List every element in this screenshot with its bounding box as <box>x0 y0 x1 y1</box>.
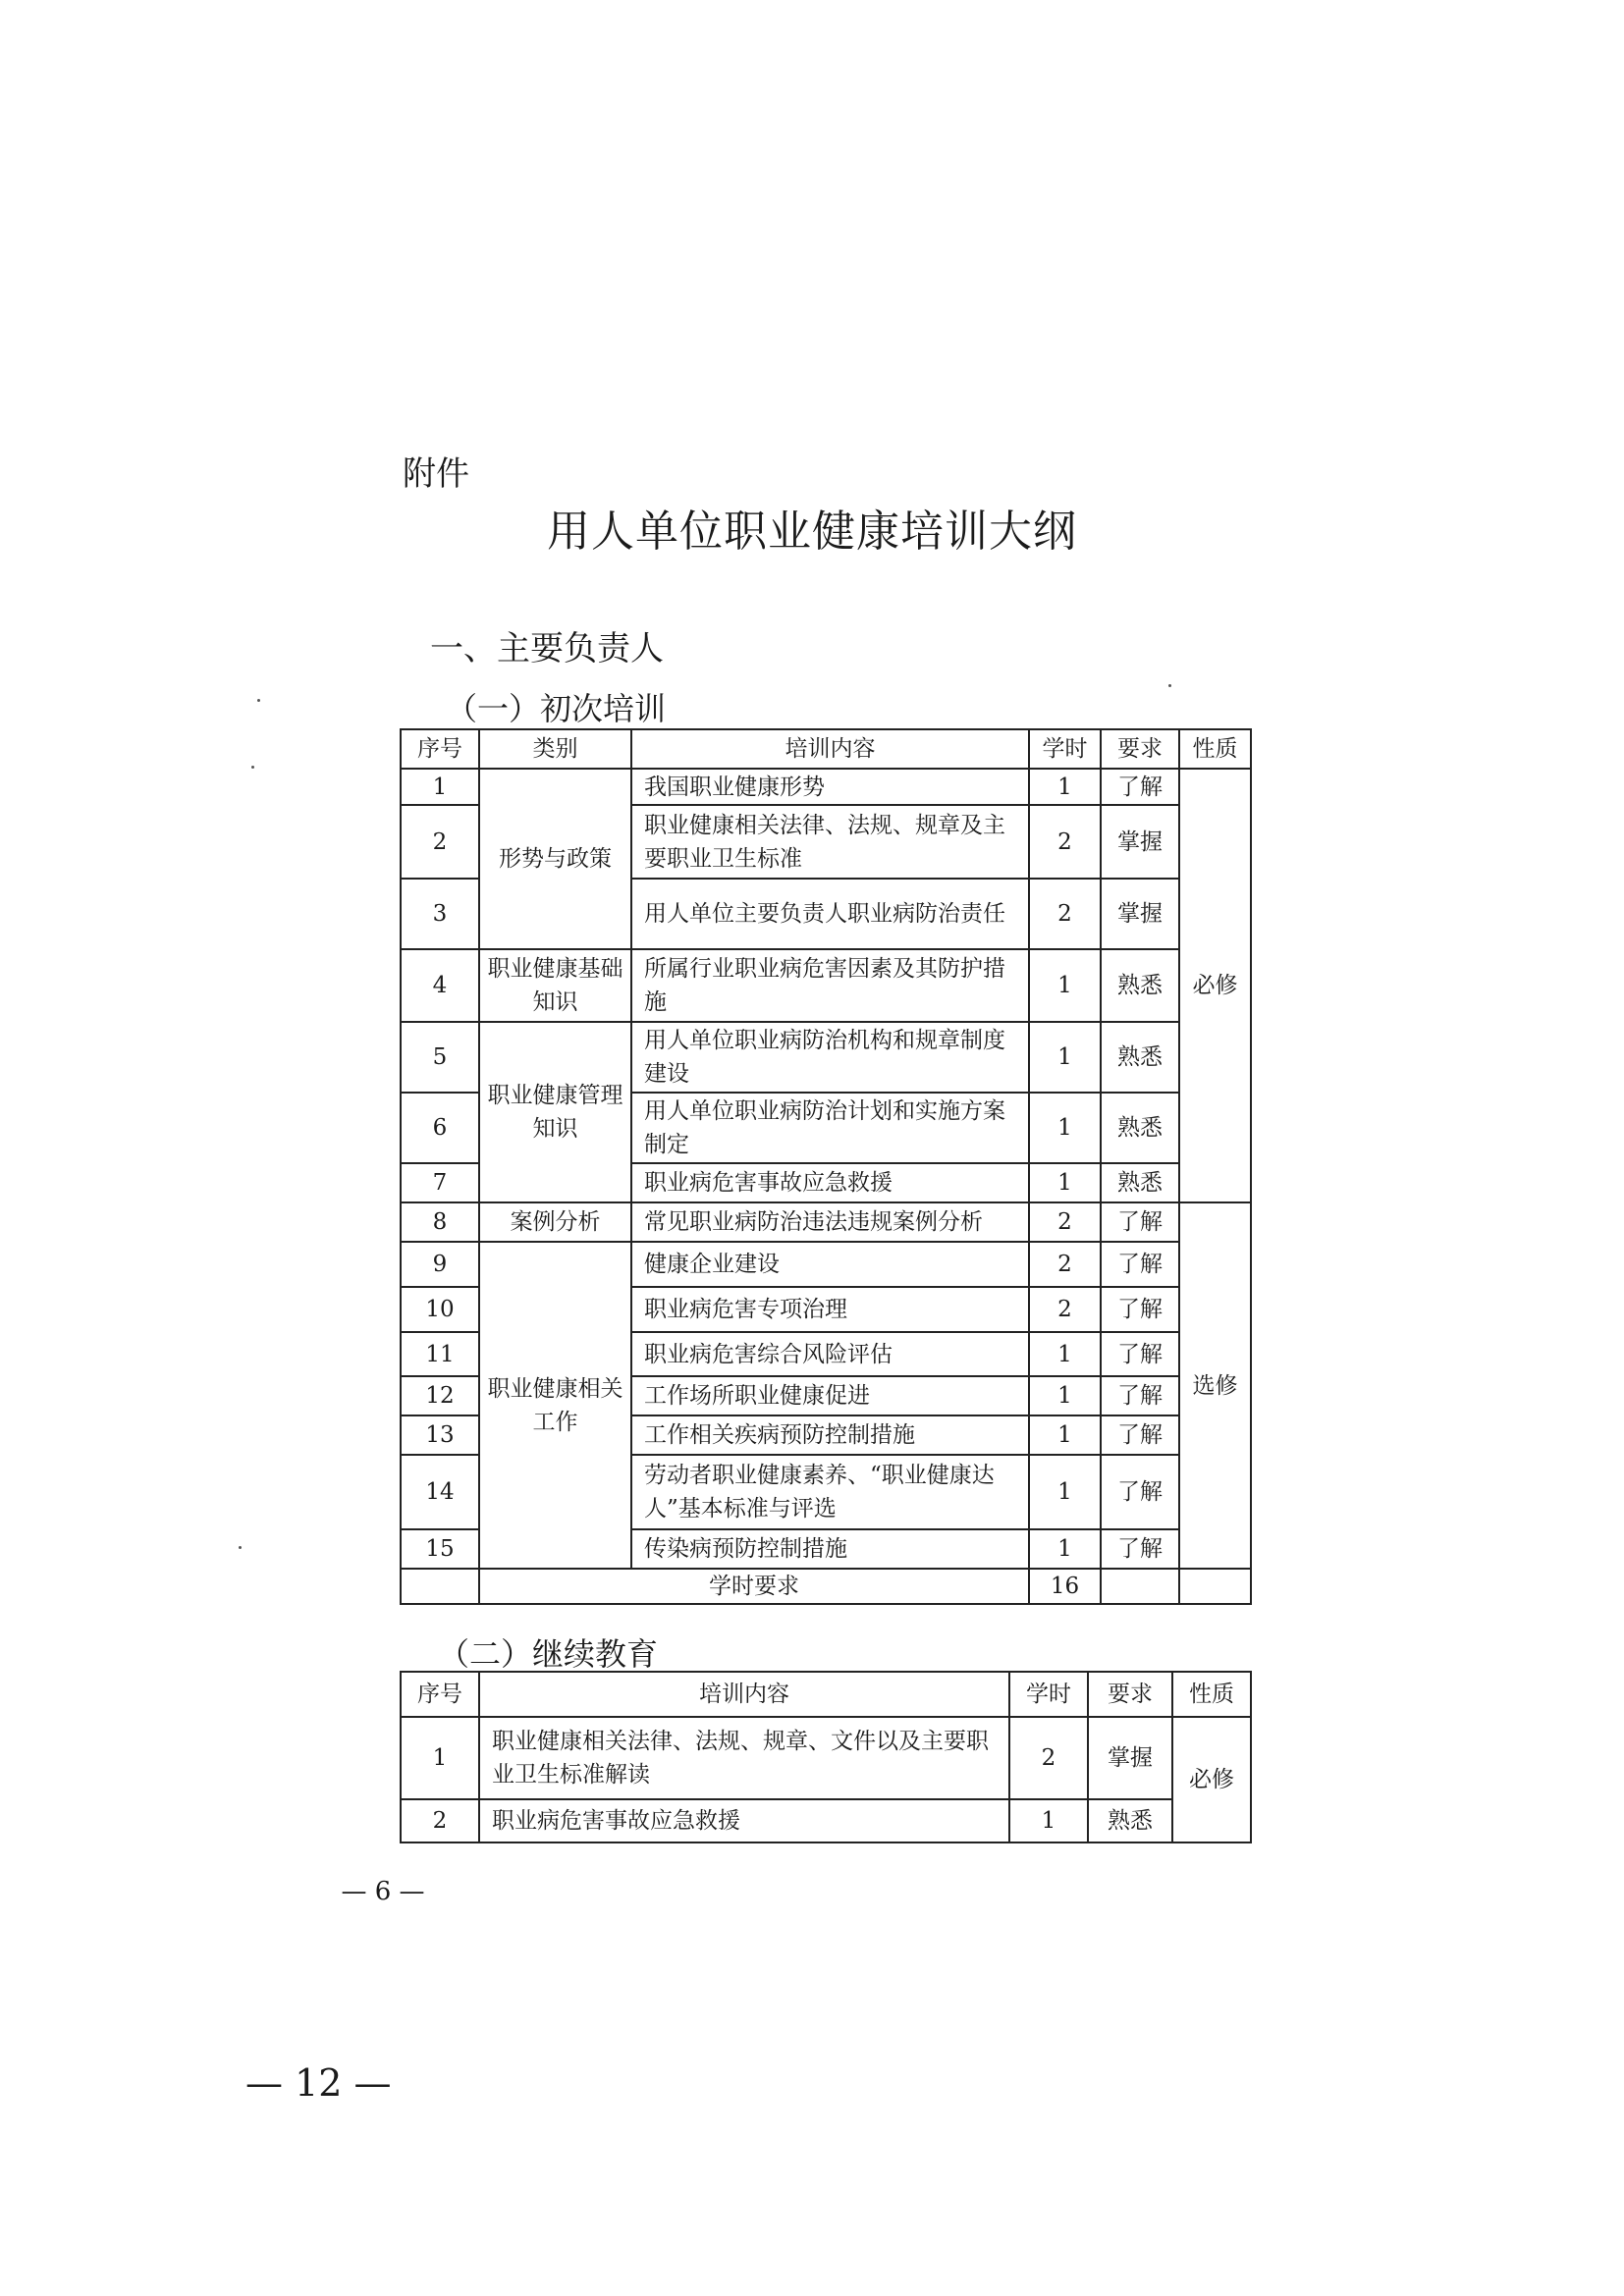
row-requirement: 了解 <box>1101 1332 1179 1376</box>
row-no: 2 <box>401 805 479 879</box>
row-no: 8 <box>401 1202 479 1242</box>
row-requirement: 了解 <box>1101 1529 1179 1569</box>
row-no: 14 <box>401 1455 479 1529</box>
row-content: 职业健康相关法律、法规、规章、文件以及主要职业卫生标准解读 <box>479 1717 1009 1799</box>
header-nature: 性质 <box>1172 1672 1251 1717</box>
row-content: 传染病预防控制措施 <box>631 1529 1029 1569</box>
row-hours: 1 <box>1029 1376 1101 1415</box>
table-row <box>401 1202 1251 1242</box>
row-requirement: 熟悉 <box>1088 1799 1172 1842</box>
row-content: 常见职业病防治违法违规案例分析 <box>631 1202 1029 1242</box>
row-hours: 1 <box>1029 1332 1101 1376</box>
row-hours: 1 <box>1029 1455 1101 1529</box>
total-empty-cell <box>401 1569 479 1604</box>
row-no: 6 <box>401 1093 479 1163</box>
row-no: 1 <box>401 769 479 805</box>
row-content: 职业病危害专项治理 <box>631 1287 1029 1332</box>
row-no: 13 <box>401 1415 479 1455</box>
row-content: 用人单位主要负责人职业病防治责任 <box>631 879 1029 949</box>
row-no: 7 <box>401 1163 479 1202</box>
row-content: 健康企业建设 <box>631 1242 1029 1287</box>
row-content: 职业病危害事故应急救援 <box>479 1799 1009 1842</box>
total-hours: 16 <box>1029 1569 1101 1604</box>
scan-speck <box>251 766 254 769</box>
row-requirement: 掌握 <box>1088 1717 1172 1799</box>
row-requirement: 了解 <box>1101 1242 1179 1287</box>
header-requirement: 要求 <box>1101 729 1179 769</box>
header-content: 培训内容 <box>631 729 1029 769</box>
row-requirement: 熟悉 <box>1101 1163 1179 1202</box>
subsection-continuing-education: （二）继续教育 <box>438 1635 659 1673</box>
table-row <box>401 1242 1251 1287</box>
document-title: 用人单位职业健康培训大纲 <box>547 507 1077 557</box>
total-row <box>401 1569 1251 1604</box>
row-hours: 2 <box>1029 1202 1101 1242</box>
row-hours: 1 <box>1029 1415 1101 1455</box>
table-row <box>401 949 1251 1022</box>
category-cell: 形势与政策 <box>479 769 631 949</box>
row-no: 12 <box>401 1376 479 1415</box>
row-no: 2 <box>401 1799 479 1842</box>
category-cell: 职业健康基础知识 <box>479 949 631 1022</box>
nature-cell: 选修 <box>1179 1202 1251 1569</box>
nature-cell: 必修 <box>1172 1717 1251 1842</box>
row-hours: 1 <box>1009 1799 1088 1842</box>
row-hours: 2 <box>1029 805 1101 879</box>
row-content: 用人单位职业病防治计划和实施方案制定 <box>631 1093 1029 1163</box>
category-cell: 案例分析 <box>479 1202 631 1242</box>
row-hours: 2 <box>1029 879 1101 949</box>
row-hours: 2 <box>1029 1242 1101 1287</box>
row-content: 职业健康相关法律、法规、规章及主要职业卫生标准 <box>631 805 1029 879</box>
row-hours: 2 <box>1029 1287 1101 1332</box>
scan-speck <box>239 1546 242 1549</box>
row-hours: 1 <box>1029 1093 1101 1163</box>
table-row <box>401 1799 1251 1842</box>
scan-speck <box>257 699 260 702</box>
row-requirement: 了解 <box>1101 1376 1179 1415</box>
header-no: 序号 <box>401 729 479 769</box>
attachment-label: 附件 <box>403 454 469 494</box>
row-no: 10 <box>401 1287 479 1332</box>
header-category: 类别 <box>479 729 631 769</box>
row-content: 用人单位职业病防治机构和规章制度建设 <box>631 1022 1029 1093</box>
row-requirement: 了解 <box>1101 1415 1179 1455</box>
row-hours: 1 <box>1029 1022 1101 1093</box>
total-empty-cell <box>1179 1569 1251 1604</box>
row-hours: 1 <box>1029 949 1101 1022</box>
table-header-row <box>401 729 1251 769</box>
row-hours: 1 <box>1029 1163 1101 1202</box>
header-content: 培训内容 <box>479 1672 1009 1717</box>
table-row <box>401 1022 1251 1093</box>
row-no: 11 <box>401 1332 479 1376</box>
header-no: 序号 <box>401 1672 479 1717</box>
row-hours: 2 <box>1009 1717 1088 1799</box>
page-number: — 6 — <box>341 1877 425 1906</box>
continuing-education-table <box>400 1671 1252 1843</box>
row-no: 3 <box>401 879 479 949</box>
row-content: 劳动者职业健康素养、“职业健康达人”基本标准与评选 <box>631 1455 1029 1529</box>
row-hours: 1 <box>1029 769 1101 805</box>
row-no: 5 <box>401 1022 479 1093</box>
total-empty-cell <box>1101 1569 1179 1604</box>
header-hours: 学时 <box>1029 729 1101 769</box>
row-requirement: 熟悉 <box>1101 1093 1179 1163</box>
row-no: 1 <box>401 1717 479 1799</box>
table-row <box>401 1717 1251 1799</box>
category-cell: 职业健康管理知识 <box>479 1022 631 1202</box>
scan-speck <box>1168 684 1171 687</box>
row-no: 9 <box>401 1242 479 1287</box>
section-heading-principal: 一、主要负责人 <box>430 629 664 668</box>
row-no: 4 <box>401 949 479 1022</box>
total-label: 学时要求 <box>479 1569 1029 1604</box>
row-content: 工作场所职业健康促进 <box>631 1376 1029 1415</box>
initial-training-table <box>400 728 1252 1605</box>
row-content: 工作相关疾病预防控制措施 <box>631 1415 1029 1455</box>
row-requirement: 了解 <box>1101 1202 1179 1242</box>
row-content: 职业病危害综合风险评估 <box>631 1332 1029 1376</box>
table-row <box>401 769 1251 805</box>
subsection-initial-training: （一）初次培训 <box>446 690 667 727</box>
table-header-row <box>401 1672 1251 1717</box>
row-requirement: 熟悉 <box>1101 949 1179 1022</box>
row-requirement: 了解 <box>1101 769 1179 805</box>
row-content: 职业病危害事故应急救援 <box>631 1163 1029 1202</box>
header-nature: 性质 <box>1179 729 1251 769</box>
row-requirement: 掌握 <box>1101 805 1179 879</box>
row-requirement: 了解 <box>1101 1287 1179 1332</box>
header-requirement: 要求 <box>1088 1672 1172 1717</box>
row-requirement: 掌握 <box>1101 879 1179 949</box>
row-hours: 1 <box>1029 1529 1101 1569</box>
row-requirement: 了解 <box>1101 1455 1179 1529</box>
row-requirement: 熟悉 <box>1101 1022 1179 1093</box>
page-number-footer: — 12 — <box>245 2061 392 2105</box>
nature-cell: 必修 <box>1179 769 1251 1202</box>
row-content: 所属行业职业病危害因素及其防护措施 <box>631 949 1029 1022</box>
row-content: 我国职业健康形势 <box>631 769 1029 805</box>
header-hours: 学时 <box>1009 1672 1088 1717</box>
row-no: 15 <box>401 1529 479 1569</box>
category-cell: 职业健康相关工作 <box>479 1242 631 1569</box>
